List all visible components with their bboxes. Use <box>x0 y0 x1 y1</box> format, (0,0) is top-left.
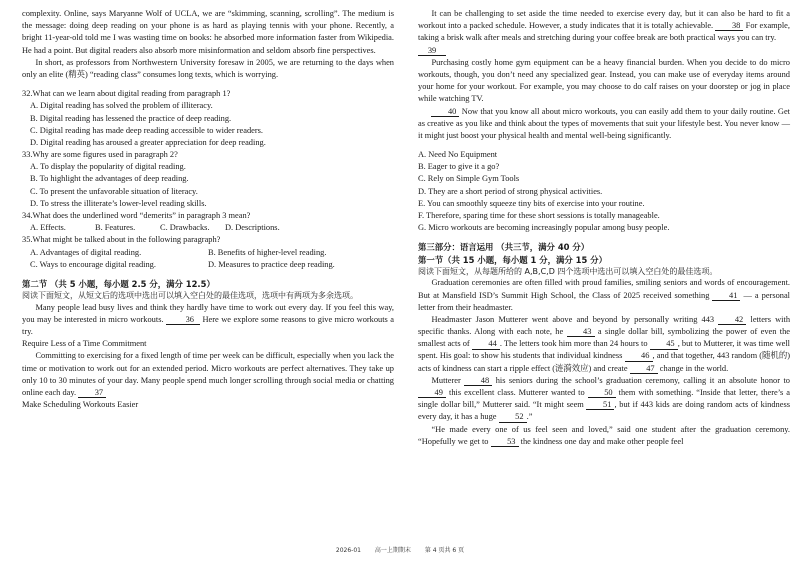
blank-50: 50 <box>588 388 616 398</box>
right-column <box>418 8 790 448</box>
choice-option: E. You can smoothly squeeze tiny bits of exercise into your routine. <box>418 198 645 208</box>
choice-option: B. Eager to give it a go? <box>418 162 500 172</box>
paragraph: “He made every one of us feel seen and loved,” said one student after the graduation ceremony. “Hopefully we get to 53 the kindness one day and make other people feel <box>418 424 790 446</box>
blank-48: 48 <box>464 376 492 386</box>
choice-option: D. They are a short period of strong physical activities. <box>418 186 603 196</box>
question-33: 33.Why are some figures used in paragraph 2? <box>22 150 178 160</box>
blank-38: 38 <box>715 21 743 31</box>
part-title: 第三部分：语言运用 （共三节，满分 40 分） <box>418 242 590 253</box>
blank-49: 49 <box>418 388 446 398</box>
question-35: 35.What might be talked about in the following paragraph? <box>22 235 221 245</box>
option: D. Descriptions. <box>225 223 280 233</box>
section-title: 第一节（共 15 小题，每小题 1 分，满分 15 分） <box>418 254 608 265</box>
choice-option: C. Rely on Simple Gym Tools <box>418 174 520 184</box>
option: B. Digital reading has lessened the practice of deep reading. <box>30 113 232 123</box>
paragraph: 40 Now that you know all about micro workouts, you can easily add them to your daily routine. Get as creative as you like and think about the types of movements that suit your lifestyle best. You never know — it might just boost your physical health and mental well-being significantly. <box>418 106 791 140</box>
blank-47: 47 <box>630 364 658 374</box>
section-title: 第二节 （共 5 小题，每小题 2.5 分，满分 12.5） <box>22 278 215 289</box>
option: B. Benefits of higher-level reading. <box>208 247 327 257</box>
subheading: Require Less of a Time Commitment <box>22 339 147 349</box>
blank-line <box>418 45 790 57</box>
option: A. Effects. <box>30 223 66 233</box>
option: A. To display the popularity of digital reading. <box>30 162 186 172</box>
paragraph: Committing to exercising for a fixed length of time per week can be difficult, especially when you lack the time or motivation to work out for an extended period. Micro workouts are perfect alternatives. They take up only 10 to 30 minutes of your day. Many people spend much longer scrolling through social media or chatting online each day. 37 <box>22 351 394 398</box>
choice-option: A. Need No Equipment <box>418 150 498 160</box>
subheading: Make Scheduling Workouts Easier <box>22 400 139 410</box>
blank-43: 43 <box>567 327 595 337</box>
left-column <box>22 8 394 411</box>
page-footer <box>0 547 800 556</box>
blank-45: 45 <box>650 339 678 349</box>
blank-40: 40 <box>431 107 459 117</box>
paragraph: Many people lead busy lives and think they hardly have time to work out every day. If you feel this way, you may be interested in micro workouts. 36 Here we explore some reasons to give micro workouts a try. <box>22 302 394 337</box>
footer-page-number: 第 4 页共 6 页 <box>424 547 465 554</box>
option: D. Measures to practice deep reading. <box>208 259 335 269</box>
option: C. Drawbacks. <box>160 223 210 233</box>
blank-41: 41 <box>712 291 740 301</box>
options-row <box>30 222 394 234</box>
paragraph: Headmaster Jason Mutterer went above and beyond by personally writing 443 42 letters with specific thanks. Along with each note, he 43 a single dollar bill, symbolizing the power of even the smallest acts of 44 . The letters took him more than 24 hours to 45 , but to Mutterer, it was time well spent. His goal: to show his students that individual kindness 46 , and that together, 443 random (随机的) acts of kindness can start a ripple effect (涟漪效应) and create 47 change in the world. <box>418 314 791 373</box>
paragraph: It can be challenging to set aside the time needed to exercise every day, but it can also be hard to fit a workout into a packed schedule. However, a study indicates that it is totally achievable. 38 For example, taking a brisk walk after meals and stretching during your coffee break are both practical ways you can try. <box>418 9 790 43</box>
option: D. To stress the illiterate’s lower-level reading skills. <box>30 198 207 208</box>
footer-exam: 高一上期期末 <box>374 547 411 554</box>
option: A. Digital reading has solved the problem of illiteracy. <box>30 101 213 111</box>
option: C. To present the unfavorable situation of literacy. <box>30 186 198 196</box>
section-instructions: 阅读下面短文，从短文后的选项中选出可以填入空白处的最佳选项，选项中有两项为多余选项。 <box>22 291 358 301</box>
blank-51: 51 <box>586 400 614 410</box>
option: C. Ways to encourage digital reading. <box>30 259 156 269</box>
option: D. Digital reading has aroused a greater appreciation for deep reading. <box>30 137 266 147</box>
question-34: 34.What does the underlined word “demerits” in paragraph 3 mean? <box>22 211 251 220</box>
options-row <box>30 247 394 259</box>
paragraph: Purchasing costly home gym equipment can be a heavy financial burden. When you decide to do micro workouts, though, you don’t need any specialized gear. Instead, you can make use of everyday items around your home for your workout. For example, you may choose to do calf raises on your doorstep or jog in place while watching TV. <box>418 57 790 104</box>
blank-42: 42 <box>718 315 746 325</box>
option: B. Features. <box>95 223 136 233</box>
blank-53: 53 <box>491 437 519 447</box>
paragraph: Graduation ceremonies are often filled with proud families, smiling seniors and words of encouragement. But at Mansfield ISD’s Summit High School, the Class of 2025 received something 41 — a personal letter from their headmaster. <box>418 278 791 312</box>
blank-46: 46 <box>625 351 653 361</box>
blank-39: 39 <box>418 46 446 56</box>
option: C. Digital reading has made deep reading accessible to wider readers. <box>30 125 264 135</box>
option: A. Advantages of digital reading. <box>30 247 142 257</box>
paragraph: In short, as professors from Northwestern University foresaw in 2005, we are returning to the days when only an elite (精英) “reading class” consumes long texts, which is worrying. <box>22 57 394 79</box>
option: B. To highlight the advantages of deep reading. <box>30 174 189 184</box>
blank-37: 37 <box>78 388 106 398</box>
choice-option: F. Therefore, sparing time for these short sessions is totally manageable. <box>418 211 660 220</box>
paragraph: complexity. Online, says Maryanne Wolf of UCLA, we are “skimming, scanning, scrolling”. The medium is the message: doing deep reading on your phone is as hard as playing tennis with your phone. Recently, a bright 11-year-old told me I was wasting time on books: he absorbed more information faster from Wikipedia. He had a point. But digital readers also absorb more misinformation and seldom absorb fine perspectives. <box>22 9 394 55</box>
choice-option: G. Micro workouts are becoming increasingly popular among busy people. <box>418 223 670 233</box>
footer-date: 2026-01 <box>335 547 361 554</box>
paragraph: Mutterer 48 his seniors during the school’s graduation ceremony, calling it an absolute honor to 49 this excellent class. Mutterer wanted to 50 them with something. “Inside that letter, there’s a single dollar bill,” Mutterer said. “It might seem 51 , but if 443 kids are doing random acts of kindness every day, it has a huge 52 .” <box>418 375 791 422</box>
options-row <box>30 259 394 271</box>
blank-44: 44 <box>472 339 500 349</box>
blank-36: 36 <box>166 315 200 325</box>
section-instructions: 阅读下面短文，从每题所给的 A,B,C,D 四个选项中选出可以填入空白处的最佳选项。 <box>418 266 718 276</box>
blank-52: 52 <box>499 412 527 422</box>
question-32: 32.What can we learn about digital reading from paragraph 1? <box>22 89 231 99</box>
